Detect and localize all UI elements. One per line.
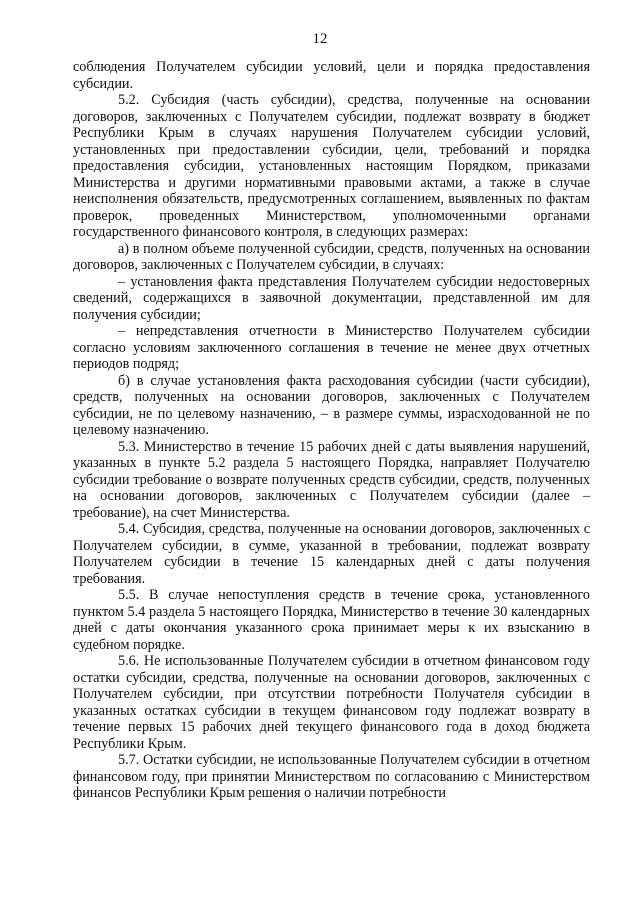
paragraph-5-3: 5.3. Министерство в течение 15 рабочих дней с даты выявления нарушений, указанных в пункте 5.2 раздела 5 настоящего Порядка, направляет Получателю субсидии требование о возврате полученных средств субсидии, средств, полученных на основании договоров, заключенных с Получателем субсидии (далее – требование), на счет Министерства. [73, 438, 590, 521]
paragraph-continuation: соблюдения Получателем субсидии условий, цели и порядка предоставления субсидии. [73, 59, 590, 92]
document-body [73, 59, 590, 802]
paragraph-5-2-a: а) в полном объеме полученной субсидии, средств, полученных на основании договоров, заключенных с Получателем субсидии, в случаях: [73, 240, 590, 273]
paragraph-5-2-b: б) в случае установления факта расходования субсидии (части субсидии), средств, полученных на основании договоров, заключенных с Получателем субсидии, не по целевому назначению, – в размере суммы, израсходованной не по целевому назначению. [73, 372, 590, 438]
paragraph-5-4: 5.4. Субсидия, средства, полученные на основании договоров, заключенных с Получателем субсидии, в сумме, указанной в требовании, подлежат возврату Получателем субсидии в течение 15 календарных дней с даты получения требования. [73, 521, 590, 587]
page-number: 12 [312, 31, 328, 47]
paragraph-5-2-a-item-1: – установления факта представления Получателем субсидии недостоверных сведений, содержащихся в заявочной документации, представленной им для получения субсидии; [73, 273, 590, 323]
paragraph-5-6: 5.6. Не использованные Получателем субсидии в отчетном финансовом году остатки субсидии, средства, полученные на основании договоров, заключенных с Получателем субсидии, при отсутствии потребности Получателя субсидии в указанных остатках субсидии в текущем финансовом году подлежат возврату в течение первых 15 рабочих дней текущего финансового года в доход бюджета Республики Крым. [73, 653, 590, 752]
paragraph-5-5: 5.5. В случае непоступления средств в течение срока, установленного пунктом 5.4 раздела 5 настоящего Порядка, Министерство в течение 30 календарных дней с даты окончания указанного срока принимает меры к их взысканию в судебном порядке. [73, 587, 590, 653]
paragraph-5-7: 5.7. Остатки субсидии, не использованные Получателем субсидии в отчетном финансовом году, при принятии Министерством по согласованию с Министерством финансов Республики Крым решения о наличии потребности [73, 752, 590, 801]
paragraph-5-2-a-item-2: – непредставления отчетности в Министерство Получателем субсидии согласно условиям заключенного соглашения в течение не менее двух отчетных периодов подряд; [73, 323, 590, 372]
paragraph-5-2: 5.2. Субсидия (часть субсидии), средства, полученные на основании договоров, заключенных с Получателем субсидии, подлежат возврату в бюджет Республики Крым в случаях нарушения Получателем субсидии условий, установленных при предоставлении субсидии, цели, требований и порядка предоставления субсидии, установленных настоящим Порядком, приказами Министерства и другими нормативными правовыми актами, а также в случае неисполнения обязательств, предусмотренных соглашением, выявленных по фактам проверок, проведенных Министерством, уполномоченными органами государственного финансового контроля, в следующих размерах: [73, 92, 590, 240]
